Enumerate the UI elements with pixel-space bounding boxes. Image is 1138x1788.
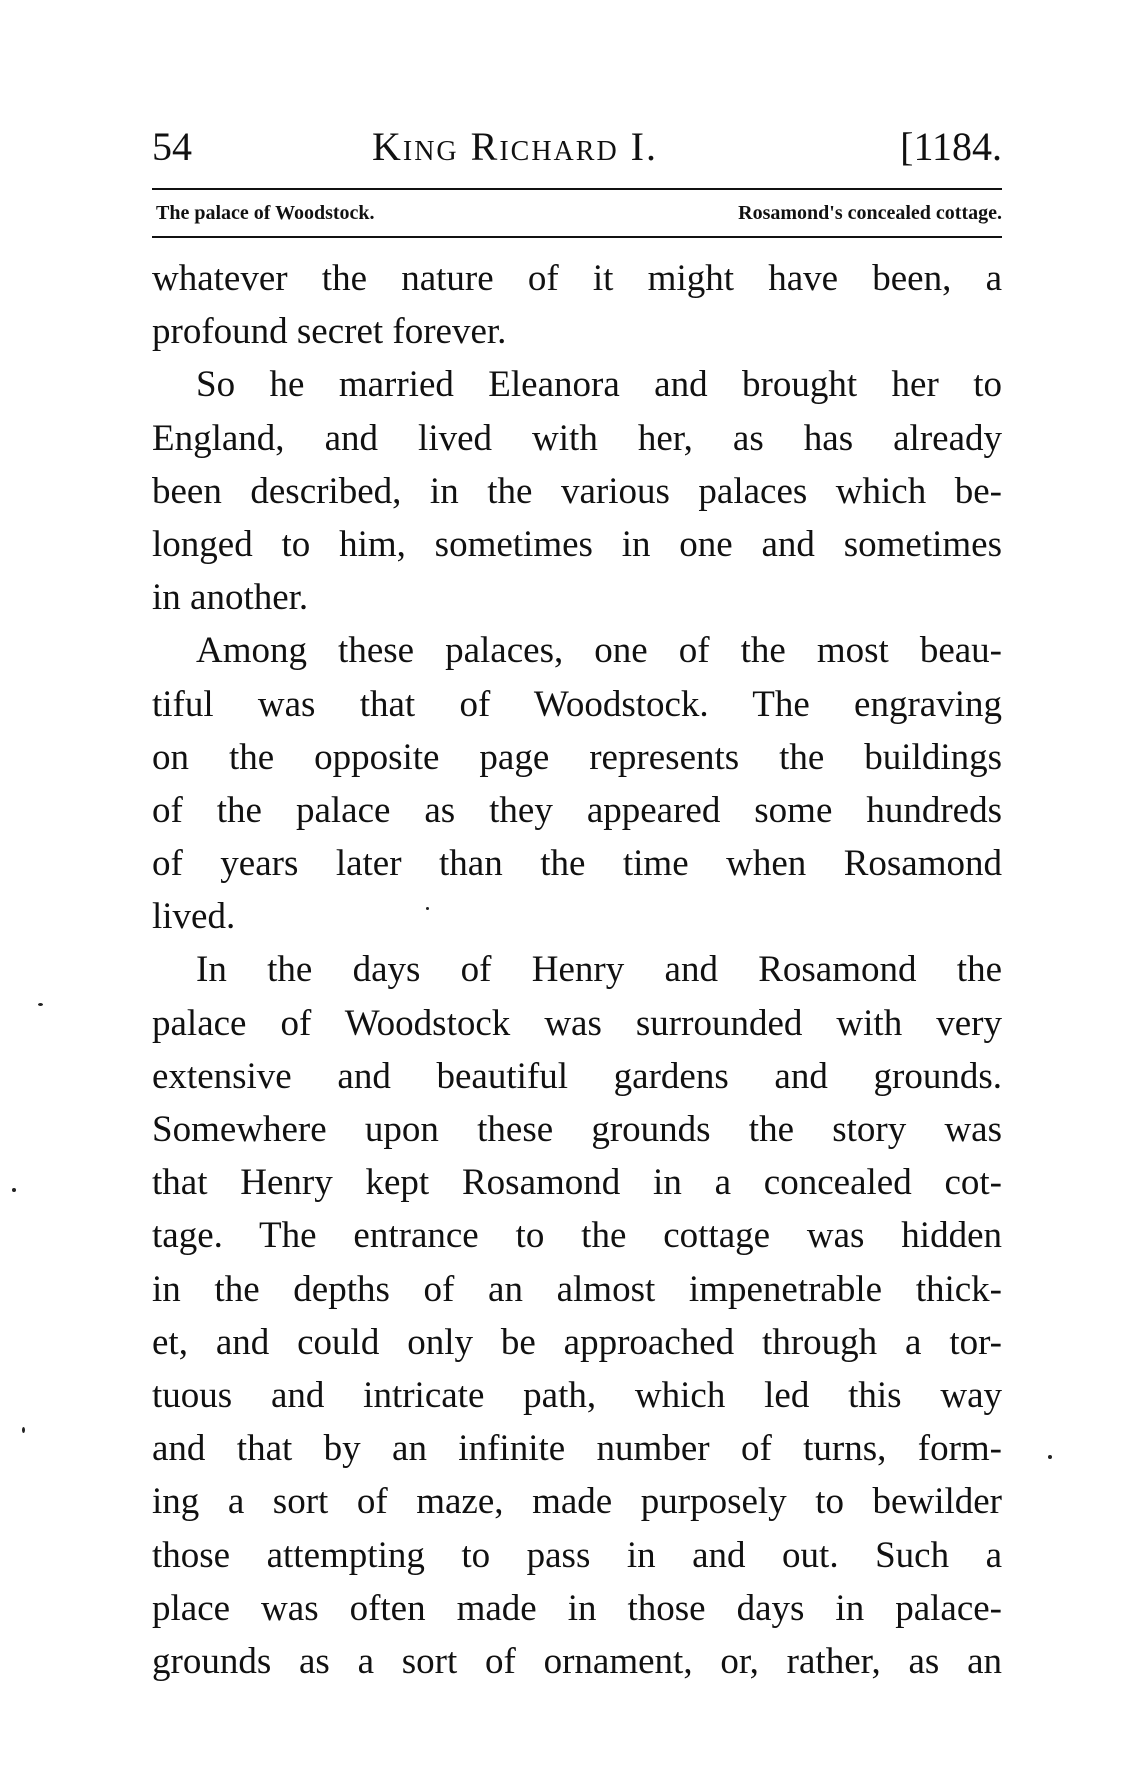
subhead-right: Rosamond's concealed cottage. <box>738 202 1002 224</box>
running-head <box>152 117 1002 177</box>
page-number: 54 <box>152 124 192 169</box>
marginal-subheads <box>152 193 1002 233</box>
scan-speck <box>426 907 429 910</box>
text-line: tage. The entrance to the cottage was hidden <box>152 1215 1002 1257</box>
text-line: extensive and beautiful gardens and grounds. <box>152 1055 1002 1097</box>
text-line: Among these palaces, one of the most beau- <box>196 630 1002 672</box>
scan-speck <box>1048 1455 1052 1459</box>
subhead-left: The palace of Woodstock. <box>156 202 375 224</box>
text-line: In the days of Henry and Rosamond the <box>196 949 1002 991</box>
text-line: of years later than the time when Rosamond <box>152 843 1002 885</box>
header-rule-bottom <box>152 236 1002 238</box>
text-line: of the palace as they appeared some hundreds <box>152 789 1002 831</box>
text-line: England, and lived with her, as has already <box>152 417 1002 459</box>
text-line: whatever the nature of it might have been, a <box>152 258 1002 299</box>
text-line: longed to him, sometimes in one and sometimes <box>152 523 1002 565</box>
text-line: in the depths of an almost impenetrable thick- <box>152 1268 1002 1310</box>
book-title: King Richard I. <box>372 124 658 169</box>
text-line: on the opposite page represents the buildings <box>152 736 1002 778</box>
text-line: those attempting to pass in and out. Such a <box>152 1534 1002 1576</box>
body-text <box>152 252 1002 1688</box>
text-line: grounds as a sort of ornament, or, rather, as an <box>152 1640 1002 1682</box>
text-line: lived. <box>152 896 236 938</box>
text-line: Somewhere upon these grounds the story was <box>152 1109 1002 1150</box>
header-rule-top <box>152 188 1002 190</box>
year-marker: [1184. <box>900 124 1002 169</box>
text-line: and that by an infinite number of turns, form- <box>152 1428 1002 1470</box>
text-line: that Henry kept Rosamond in a concealed cot- <box>152 1162 1002 1204</box>
text-line: tuous and intricate path, which led this way <box>152 1374 1002 1416</box>
text-line: tiful was that of Woodstock. The engraving <box>152 683 1002 725</box>
text-line: in another. <box>152 577 309 619</box>
text-line: So he married Eleanora and brought her to <box>196 364 1002 406</box>
text-line: profound secret forever. <box>152 311 507 353</box>
text-line: et, and could only be approached through a tor- <box>152 1321 1002 1363</box>
text-line: ing a sort of maze, made purposely to bewilder <box>152 1481 1002 1523</box>
text-line: been described, in the various palaces which be- <box>152 470 1002 512</box>
text-line: place was often made in those days in palace- <box>152 1587 1002 1629</box>
scan-speck <box>12 1188 16 1192</box>
scan-speck <box>38 1003 43 1006</box>
text-line: palace of Woodstock was surrounded with very <box>152 1002 1002 1044</box>
scan-speck <box>22 1427 25 1433</box>
